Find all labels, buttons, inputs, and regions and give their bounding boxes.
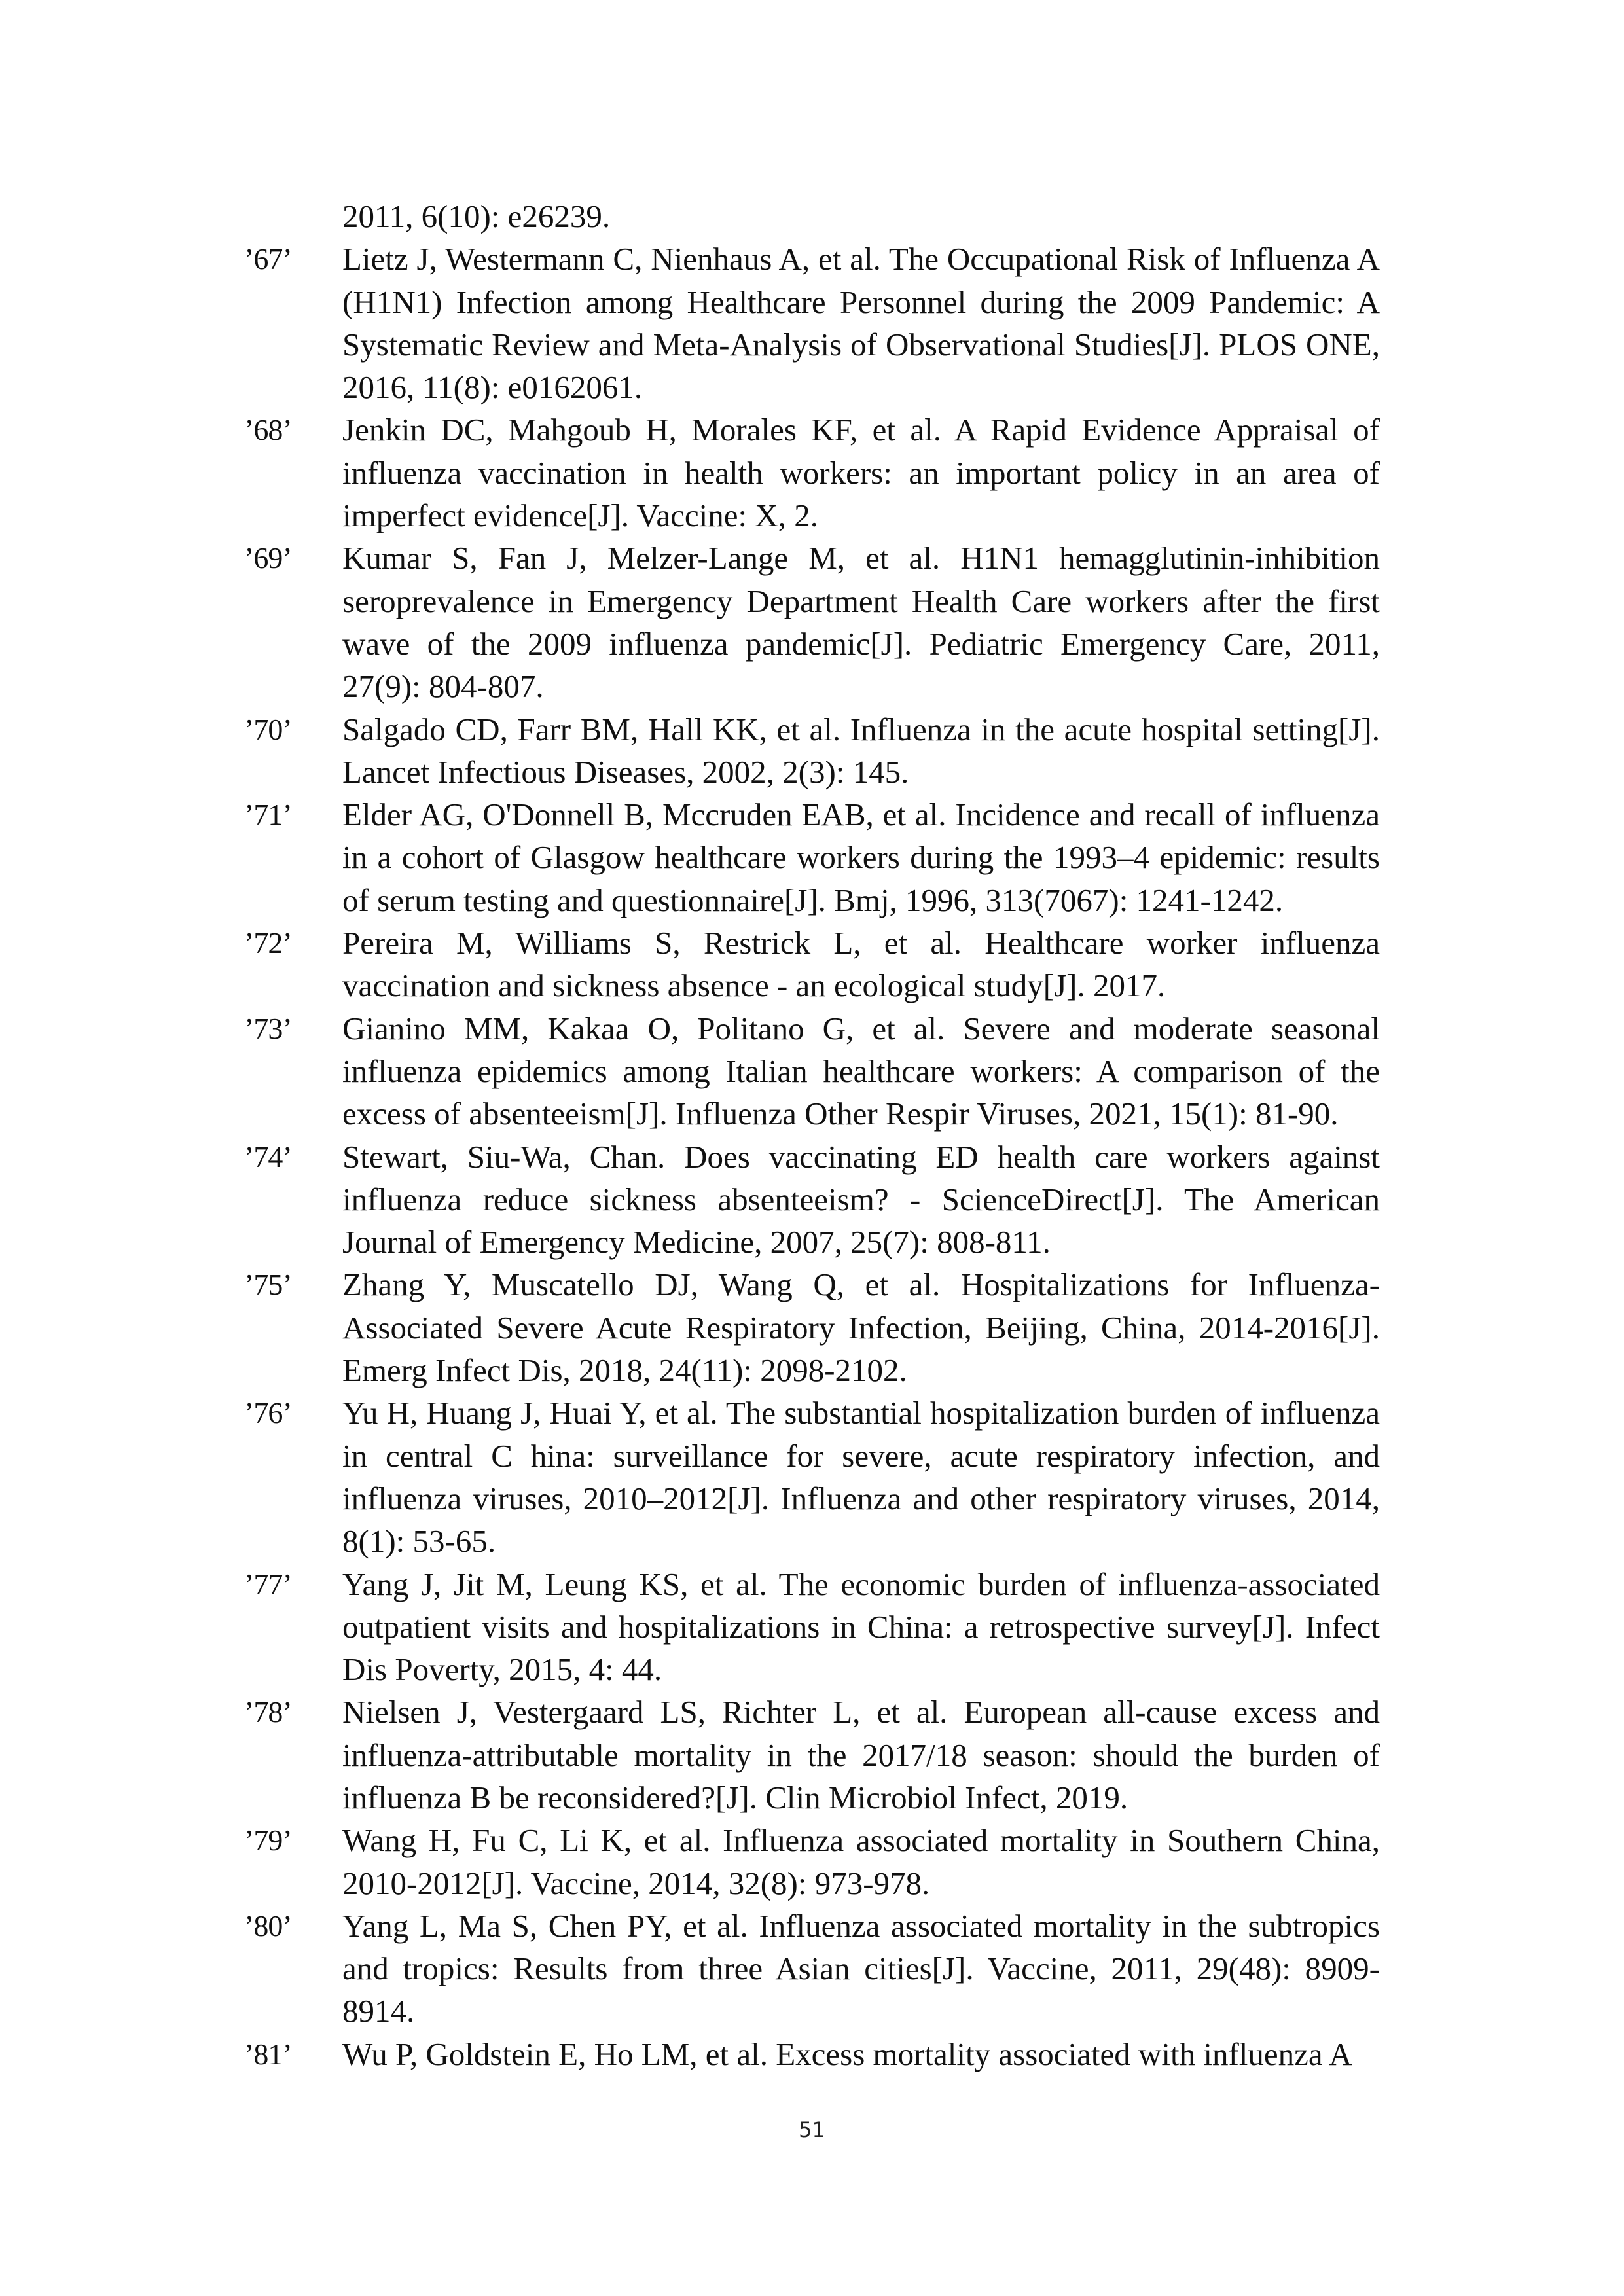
reference-entry <box>244 1691 1380 1819</box>
reference-text: Lietz J, Westermann C, Nienhaus A, et al. The Occupational Risk of Influenza A (H1N1) Infection among Healthcare Personnel during the 2009 Pandemic: A Systematic Review and Meta-Analysis of Observational Studies[J]. PLOS ONE, 2016, 11(8): e0162061. <box>342 241 1380 406</box>
reference-entry <box>244 1563 1380 1691</box>
reference-entry <box>244 408 1380 537</box>
reference-continuation <box>244 195 1380 238</box>
reference-number: ’77’ <box>244 1567 292 1601</box>
reference-text: Pereira M, Williams S, Restrick L, et al. Healthcare worker influenza vaccination and sickness absence - an ecological study[J]. 2017. <box>342 925 1380 1004</box>
reference-entry <box>244 2033 1380 2075</box>
reference-number: ’67’ <box>244 242 292 276</box>
reference-text: Elder AG, O'Donnell B, Mccruden EAB, et al. Incidence and recall of influenza in a cohort of Glasgow healthcare workers during the 1993–4 epidemic: results of serum testing and questionnaire[J]. Bmj, 1996, 313(7067): 1241-1242. <box>342 797 1380 918</box>
reference-number: ’70’ <box>244 712 292 746</box>
reference-entry <box>244 1391 1380 1562</box>
reference-list <box>244 195 1380 2075</box>
reference-text: Wu P, Goldstein E, Ho LM, et al. Excess mortality associated with influenza A <box>342 2036 1352 2072</box>
reference-number: ’80’ <box>244 1909 292 1943</box>
reference-entry <box>244 708 1380 794</box>
reference-number: ’76’ <box>244 1396 292 1430</box>
reference-text: Salgado CD, Farr BM, Hall KK, et al. Influenza in the acute hospital setting[J]. Lancet Infectious Diseases, 2002, 2(3): 145. <box>342 711 1380 790</box>
reference-entry <box>244 1819 1380 1905</box>
reference-number: ’73’ <box>244 1011 292 1045</box>
reference-text: Jenkin DC, Mahgoub H, Morales KF, et al. A Rapid Evidence Appraisal of influenza vaccination in health workers: an important policy in an area of imperfect evidence[J]. Vaccine: X, 2. <box>342 412 1380 534</box>
reference-number: ’71’ <box>244 798 292 832</box>
reference-entry <box>244 1136 1380 1264</box>
reference-text: Nielsen J, Vestergaard LS, Richter L, et al. European all-cause excess and influenza-attributable mortality in the 2017/18 season: should the burden of influenza B be reconsidered?[J]. Clin Microbiol Infect, 2019. <box>342 1694 1380 1816</box>
reference-text: Gianino MM, Kakaa O, Politano G, et al. Severe and moderate seasonal influenza epidemics among Italian healthcare workers: A comparison of the excess of absenteeism[J]. Influenza Other Respir Viruses, 2021, 15(1): 81-90. <box>342 1010 1380 1132</box>
reference-text: Kumar S, Fan J, Melzer-Lange M, et al. H1N1 hemagglutinin-inhibition seroprevalence in Emergency Department Health Care workers after the first wave of the 2009 influenza pandemic[J]. Pediatric Emergency Care, 2011, 27(9): 804-807. <box>342 540 1380 705</box>
reference-number: ’72’ <box>244 926 292 960</box>
reference-entry <box>244 1007 1380 1136</box>
reference-continuation-text: 2011, 6(10): e26239. <box>342 198 611 234</box>
reference-text: Stewart, Siu-Wa, Chan. Does vaccinating ED health care workers against influenza reduce sickness absenteeism? - ScienceDirect[J]. The American Journal of Emergency Medicine, 2007, 25(7): 808-811. <box>342 1138 1380 1261</box>
page-number: 51 <box>799 2117 825 2142</box>
reference-number: ’68’ <box>244 413 292 447</box>
reference-number: ’75’ <box>244 1268 292 1302</box>
reference-text: Yang L, Ma S, Chen PY, et al. Influenza associated mortality in the subtropics and tropics: Results from three Asian cities[J]. Vaccine, 2011, 29(48): 8909-8914. <box>342 1907 1380 2030</box>
reference-entry <box>244 537 1380 708</box>
reference-text: Yang J, Jit M, Leung KS, et al. The economic burden of influenza-associated outpatient visits and hospitalizations in China: a retrospective survey[J]. Infect Dis Poverty, 2015, 4: 44. <box>342 1566 1380 1688</box>
reference-number: ’79’ <box>244 1823 292 1857</box>
reference-text: Yu H, Huang J, Huai Y, et al. The substantial hospitalization burden of influenza in central C hina: surveillance for severe, acute respiratory infection, and influenza viruses, 2010–2012[J]. Influenza and other respiratory viruses, 2014, 8(1): 53-65. <box>342 1395 1380 1560</box>
reference-number: ’78’ <box>244 1695 292 1729</box>
reference-number: ’69’ <box>244 541 292 575</box>
reference-number: ’81’ <box>244 2037 292 2071</box>
reference-entry <box>244 1263 1380 1391</box>
reference-text: Wang H, Fu C, Li K, et al. Influenza associated mortality in Southern China, 2010-2012[J]. Vaccine, 2014, 32(8): 973-978. <box>342 1822 1380 1901</box>
reference-entry <box>244 922 1380 1007</box>
reference-number: ’74’ <box>244 1139 292 1174</box>
reference-text: Zhang Y, Muscatello DJ, Wang Q, et al. Hospitalizations for Influenza-Associated Severe Acute Respiratory Infection, Beijing, China, 2014-2016[J]. Emerg Infect Dis, 2018, 24(11): 2098-2102. <box>342 1266 1380 1389</box>
reference-entry <box>244 1905 1380 2033</box>
reference-entry <box>244 793 1380 922</box>
reference-entry <box>244 238 1380 408</box>
